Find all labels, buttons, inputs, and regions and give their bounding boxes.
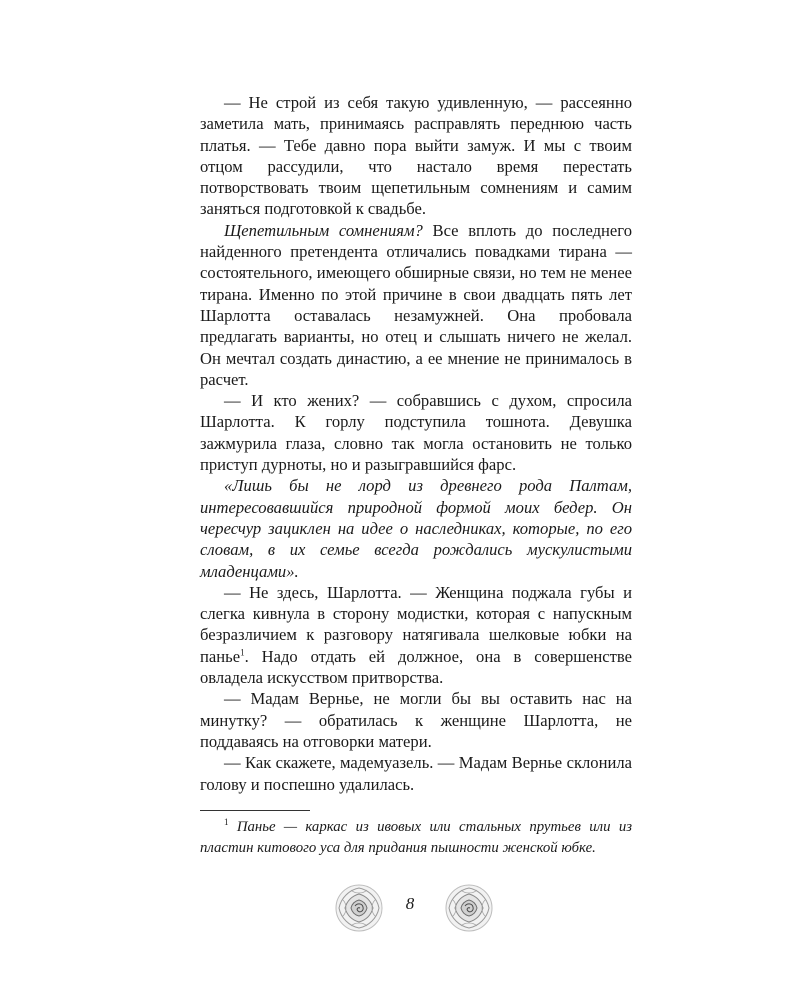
paragraph-4-text: «Лишь бы не лорд из древнего рода Палтам, интересовавшийся природной формой моих бедер. Он чересчур зациклен на идее о наследниках, которые, по его словам, в их семье всегда рождались мускулистыми младенцами». <box>200 476 632 581</box>
paragraph-6-text: — Мадам Вернье, не могли бы вы оставить нас на минутку? — обратилась к женщине Шарлотта, не поддаваясь на отговорки матери. <box>200 689 632 751</box>
paragraph-1-text: — Не строй из себя такую удивленную, — рассеянно заметила мать, принимаясь расправлять переднюю часть платья. — Тебе давно пора выйти замуж. И мы с твоим отцом рассудили, что настало время перестать потворствовать твоим щепетильным сомнениям и самим заняться подготовкой к свадьбе. <box>200 93 632 219</box>
paragraph-5 <box>200 582 632 688</box>
paragraph-3 <box>200 390 632 475</box>
paragraph-1 <box>200 92 632 220</box>
paragraph-7 <box>200 752 632 795</box>
footnote-ref: 1 <box>240 647 245 658</box>
footnote-text: Панье — каркас из ивовых или стальных прутьев или из пластин китового уса для придания пышности женской юбке. <box>200 819 632 856</box>
paragraph-2-italic: Щепетильным сомнениям? <box>224 220 423 240</box>
rose-ornament-left-icon <box>333 882 385 934</box>
footnote-marker: 1 <box>224 817 229 828</box>
paragraph-5-text-b: . Надо отдать ей должное, она в совершенстве овладела искусством притворства. <box>200 646 632 688</box>
main-text <box>200 92 632 795</box>
page-number: 8 <box>405 894 415 913</box>
paragraph-3-text: — И кто жених? — собравшись с духом, спросила Шарлотта. К горлу подступила тошнота. Девушка зажмурила глаза, словно так могла остановить не только приступ дурноты, но и разыгравшийся фарс. <box>200 391 632 475</box>
page-footer <box>0 878 800 938</box>
footnote <box>200 817 632 859</box>
paragraph-5-text-a: — Не здесь, Шарлотта. — Женщина поджала губы и слегка кивнула в сторону модистки, которая с напускным безразличием к разговору натягивала шелковые юбки на панье <box>200 582 632 666</box>
rose-ornament-right-icon <box>443 882 495 934</box>
paragraph-7-text: — Как скажете, мадемуазель. — Мадам Вернье склонила голову и поспешно удалилась. <box>200 753 632 794</box>
paragraph-2 <box>200 220 632 390</box>
paragraph-6 <box>200 688 632 752</box>
paragraph-2-text: Все вплоть до последнего найденного претендента отличались повадками тирана — состоятельного, имеющего обширные связи, но тем не менее тирана. Именно по этой причине в свои двадцать пять лет Шарлотта оставалась незамужней. Она пробовала предлагать варианты, но отец и слышать ничего не желал. Он мечтал создать династию, а ее мнение не принималось в расчет. <box>200 220 632 389</box>
footnote-divider <box>200 810 310 811</box>
paragraph-4 <box>200 475 632 581</box>
